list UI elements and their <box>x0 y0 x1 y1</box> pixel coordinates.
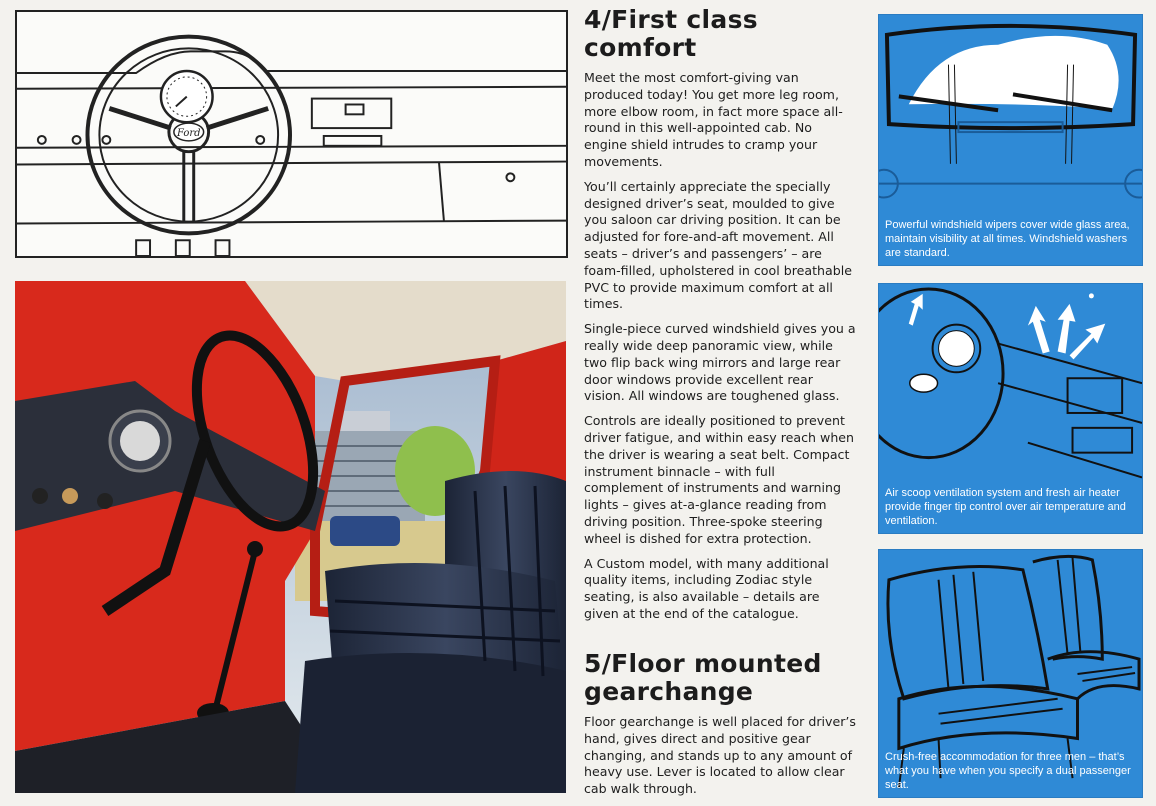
bench-seat-panel <box>878 549 1143 798</box>
section-4-text <box>584 6 856 623</box>
section-5-title-line2: gearchange <box>584 677 754 706</box>
ventilation-caption: Air scoop ventilation system and fresh air heater provide finger tip control over air temperature and ventilation. <box>885 487 1126 527</box>
section-4-title <box>584 6 856 62</box>
section-5-paragraph: Floor gearchange is well placed for driver’s hand, gives direct and positive gear changing, and stands up to any amount of heavy use. Lever is located to allow clear cab walk through. <box>584 714 856 797</box>
section-4-paragraph: A Custom model, with many additional quality items, including Zodiac style seating, is also available – details are given at the end of the catalogue. <box>584 555 829 621</box>
windshield-wipers-panel <box>878 14 1143 266</box>
windshield-wipers-caption: Powerful windshield wipers cover wide glass area, maintain visibility at all times. Windshield washers are standard. <box>885 219 1130 259</box>
section-5-title <box>584 650 856 706</box>
speedometer-icon <box>161 71 213 122</box>
section-4-paragraph: Controls are ideally positioned to prevent driver fatigue, and within easy reach when the driver is wearing a seat belt. Compact instrument binnacle – with full complement of instruments and warning lights – gives at-a-glance reading from driving position. Three-spoke steering wheel is dished for extra protection. <box>584 413 855 546</box>
dashboard-illustration <box>17 12 566 256</box>
section-5-title-line1: 5/Floor mounted <box>584 649 822 678</box>
section-4-title-line1: 4/First class <box>584 5 758 34</box>
section-5-text <box>584 650 856 798</box>
ford-badge-text: Ford <box>177 128 201 139</box>
dashboard-line-drawing <box>15 10 568 258</box>
section-4-title-line2: comfort <box>584 33 697 62</box>
ventilation-panel <box>878 283 1143 534</box>
section-4-paragraph: You’ll certainly appreciate the specially designed driver’s seat, moulded to give you saloon car driving position. It can be adjusted for fore-and-aft movement. All seats – driver’s and passengers’ – are foam-filled, upholstered in cool breathable PVC to provide maximum comfort at all times. <box>584 178 852 312</box>
bench-seat-caption: Crush-free accommodation for three men – that’s what you have when you specify a dual passenger seat. <box>885 751 1131 791</box>
section-4-paragraph: Single-piece curved windshield gives you a really wide deep panoramic view, while two flip back wing mirrors and large rear door windows provide excellent rear vision. All windows are toughened glass. <box>584 321 856 404</box>
cab-interior-illustration <box>15 281 566 793</box>
cab-interior-photo <box>15 281 566 793</box>
section-4-paragraph: Meet the most comfort-giving van produced today! You get more leg room, more elbow room, in fact more space all-round in this well-appointed cab. No engine shield intrudes to cramp your movements. <box>584 70 843 169</box>
